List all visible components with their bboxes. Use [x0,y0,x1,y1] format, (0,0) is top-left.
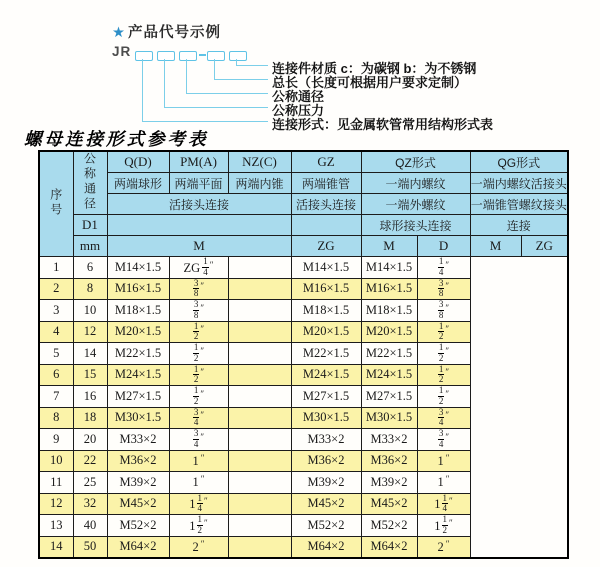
qg-row3: 一端锥管螺纹接头 [470,194,568,215]
col-header-qz-code: QZ形式 [361,151,470,173]
cell-m-thread: M14×1.5 [107,257,169,279]
cell-qz-d: M64×2 [291,536,361,558]
col-header-gz-code: GZ [291,151,361,173]
cell-qz-d: M27×1.5 [291,386,361,408]
qg-desc: 一端内螺纹活接头 [470,173,568,194]
code-box-2 [157,51,175,61]
cell-qg-zg: $\frac{1}{2}$ ″ [417,321,470,343]
cell-qz-d: M20×1.5 [291,321,361,343]
gz-empty [291,215,361,236]
cell-dn: 20 [73,429,107,451]
cell-qg-zg: 1 $\frac{1}{4}$ ″ [417,493,470,515]
cell-dn: 12 [73,321,107,343]
leader-line [186,59,187,93]
code-box-1 [135,51,153,61]
cell-qz-d: M30×1.5 [291,407,361,429]
cell-m-thread: M18×1.5 [107,300,169,322]
cell-qz-m [228,386,291,408]
cell-gz: 1 ″ [169,450,228,472]
cell-qz-d: M45×2 [291,493,361,515]
diagram-title [112,21,221,42]
cell-qg-zg: $\frac{3}{4}$ ″ [417,429,470,451]
leader-line [142,59,143,121]
cell-gz: ZG $\frac{1}{4}$ ″ [169,257,228,279]
qpn-unit: M [107,236,291,257]
cell-qz-d: M24×1.5 [291,364,361,386]
cell-gz: $\frac{1}{2}$ ″ [169,386,228,408]
product-code-prefix: JR [112,44,132,59]
cell-dn: 32 [73,493,107,515]
leader-line [214,79,268,80]
label-material: 连接件材质 c：为碳钢 b：为不锈钢 [272,61,477,76]
cell-seq: 13 [39,515,73,537]
leader-line [214,59,215,79]
qpn-empty [107,215,291,236]
cell-qg-m: M45×2 [361,493,417,515]
table-row [39,364,568,386]
leader-line [142,121,268,122]
table-row [39,536,568,558]
cell-qz-m [228,300,291,322]
cell-qz-m [228,450,291,472]
cell-qz-d: M16×1.5 [291,278,361,300]
qz-row4: 球形接头连接 [361,215,470,236]
cell-qz-d: M36×2 [291,450,361,472]
table-row [39,450,568,472]
cell-qz-m [228,278,291,300]
table-row [39,343,568,365]
cell-m-thread: M24×1.5 [107,364,169,386]
cell-qz-m [228,536,291,558]
header-row-units [39,236,568,257]
cell-seq: 9 [39,429,73,451]
cell-qg-zg: $\frac{1}{2}$ ″ [417,343,470,365]
cell-qz-m [228,364,291,386]
header-row-joint [39,194,568,215]
cell-seq: 4 [39,321,73,343]
cell-dn: 15 [73,364,107,386]
col-header-q-code: Q(D) [107,151,169,173]
cell-qg-zg: 1 $\frac{1}{2}$ ″ [417,515,470,537]
cell-gz: $\frac{1}{2}$ ″ [169,343,228,365]
cell-gz: 1 ″ [169,472,228,494]
cell-seq: 12 [39,493,73,515]
table-row [39,321,568,343]
pm-desc: 两端平面 [169,173,228,194]
cell-m-thread: M20×1.5 [107,321,169,343]
cell-m-thread: M33×2 [107,429,169,451]
cell-qg-zg: $\frac{1}{2}$ ″ [417,364,470,386]
cell-qz-m [228,343,291,365]
cell-gz: 1 $\frac{1}{2}$ ″ [169,515,228,537]
cell-m-thread: M16×1.5 [107,278,169,300]
label-connection-form: 连接形式：见金属软管常用结构形式表 [272,117,494,132]
qpn-joint: 活接头连接 [107,194,291,215]
cell-gz: $\frac{3}{4}$ ″ [169,429,228,451]
qz-unit-d: D [417,236,470,257]
table-row [39,257,568,279]
cell-qg-zg: 1 ″ [417,472,470,494]
cell-seq: 6 [39,364,73,386]
table-row [39,429,568,451]
col-header-dn: 公称通径 [73,151,107,215]
header-row-end-types [39,173,568,194]
col-header-qg-code: QG形式 [470,151,568,173]
cell-qg-zg: $\frac{3}{8}$ ″ [417,278,470,300]
cell-dn: 10 [73,300,107,322]
cell-qz-d: M14×1.5 [291,257,361,279]
cell-m-thread: M36×2 [107,450,169,472]
cell-qz-m [228,472,291,494]
qz-row3: 一端外螺纹 [361,194,470,215]
cell-qg-m: M20×1.5 [361,321,417,343]
cell-m-thread: M30×1.5 [107,407,169,429]
cell-m-thread: M64×2 [107,536,169,558]
cell-qg-m: M27×1.5 [361,386,417,408]
cell-seq: 14 [39,536,73,558]
cell-dn: 22 [73,450,107,472]
table-row [39,300,568,322]
cell-gz: $\frac{3}{8}$ ″ [169,278,228,300]
cell-seq: 2 [39,278,73,300]
cell-qg-m: M16×1.5 [361,278,417,300]
cell-qz-m [228,321,291,343]
cell-qg-m: M22×1.5 [361,343,417,365]
cell-qg-m: M14×1.5 [361,257,417,279]
cell-qg-m: M39×2 [361,472,417,494]
cell-qz-m [228,257,291,279]
leader-line [164,107,268,108]
qg-unit-m: M [470,236,521,257]
cell-m-thread: M22×1.5 [107,343,169,365]
cell-qz-d: M18×1.5 [291,300,361,322]
cell-seq: 8 [39,407,73,429]
table-row [39,278,568,300]
cell-qz-m [228,515,291,537]
mm-header: mm [73,236,107,257]
cell-seq: 5 [39,343,73,365]
cell-dn: 18 [73,407,107,429]
cell-qz-m [228,407,291,429]
cell-qg-m: M52×2 [361,515,417,537]
cell-qg-zg: $\frac{1}{2}$ ″ [417,386,470,408]
cell-seq: 11 [39,472,73,494]
leader-line [186,93,268,94]
gz-desc: 两端锥管 [291,173,361,194]
cell-gz: $\frac{3}{8}$ ″ [169,300,228,322]
qg-row4: 连接 [470,215,568,236]
cell-qg-m: M33×2 [361,429,417,451]
nz-desc: 两端内锥 [228,173,291,194]
nut-connection-table [38,150,569,559]
cell-m-thread: M52×2 [107,515,169,537]
leader-line [236,65,268,66]
cell-qg-m: M64×2 [361,536,417,558]
cell-m-thread: M39×2 [107,472,169,494]
cell-gz: 2 ″ [169,536,228,558]
table-row [39,493,568,515]
diagram-title-text: 产品代号示例 [128,25,221,41]
q-desc: 两端球形 [107,173,169,194]
cell-qg-zg: 1 ″ [417,450,470,472]
cell-qz-m [228,493,291,515]
cell-dn: 25 [73,472,107,494]
label-nominal-pressure: 公称压力 [272,103,325,118]
cell-qg-m: M30×1.5 [361,407,417,429]
cell-qz-d: M52×2 [291,515,361,537]
cell-dn: 40 [73,515,107,537]
cell-qz-d: M22×1.5 [291,343,361,365]
qz-unit-m: M [361,236,417,257]
cell-qg-m: M18×1.5 [361,300,417,322]
label-nominal-diameter: 公称通径 [272,89,325,104]
cell-qg-zg: $\frac{3}{4}$ ″ [417,407,470,429]
cell-gz: $\frac{3}{4}$ ″ [169,407,228,429]
code-dash [199,54,206,56]
star-icon: ★ [112,25,126,41]
cell-qz-m [228,429,291,451]
table-row [39,515,568,537]
code-box-5 [229,51,247,61]
cell-seq: 1 [39,257,73,279]
code-box-4 [207,51,225,61]
cell-qg-zg: $\frac{1}{4}$ ″ [417,257,470,279]
qz-desc: 一端内螺纹 [361,173,470,194]
cell-dn: 50 [73,536,107,558]
header-row-d1 [39,215,568,236]
qg-unit-zg: ZG [521,236,568,257]
cell-dn: 8 [73,278,107,300]
cell-dn: 6 [73,257,107,279]
label-total-length: 总长（长度可根据用户要求定制） [272,75,468,90]
cell-m-thread: M27×1.5 [107,386,169,408]
cell-qz-d: M33×2 [291,429,361,451]
cell-seq: 3 [39,300,73,322]
cell-gz: $\frac{1}{2}$ ″ [169,321,228,343]
code-box-3 [179,51,197,61]
cell-gz: 1 $\frac{1}{4}$ ″ [169,493,228,515]
col-header-seq: 序号 [39,151,73,257]
gz-unit: ZG [291,236,361,257]
cell-seq: 7 [39,386,73,408]
cell-qg-m: M24×1.5 [361,364,417,386]
cell-qg-zg: 2 ″ [417,536,470,558]
cell-gz: $\frac{1}{2}$ ″ [169,364,228,386]
table-row [39,386,568,408]
header-row-codes [39,151,568,173]
table-row [39,472,568,494]
cell-seq: 10 [39,450,73,472]
cell-m-thread: M45×2 [107,493,169,515]
table-title: 螺母连接形式参考表 [24,129,209,149]
col-header-pm-code: PM(A) [169,151,228,173]
cell-qg-zg: $\frac{3}{8}$ ″ [417,300,470,322]
cell-qg-m: M36×2 [361,450,417,472]
cell-qz-d: M39×2 [291,472,361,494]
cell-dn: 14 [73,343,107,365]
table-body [39,257,568,559]
col-header-nz-code: NZ(C) [228,151,291,173]
table-row [39,407,568,429]
d1-header: D1 [73,215,107,236]
gz-joint: 活接头连接 [291,194,361,215]
leader-line [164,59,165,107]
cell-dn: 16 [73,386,107,408]
